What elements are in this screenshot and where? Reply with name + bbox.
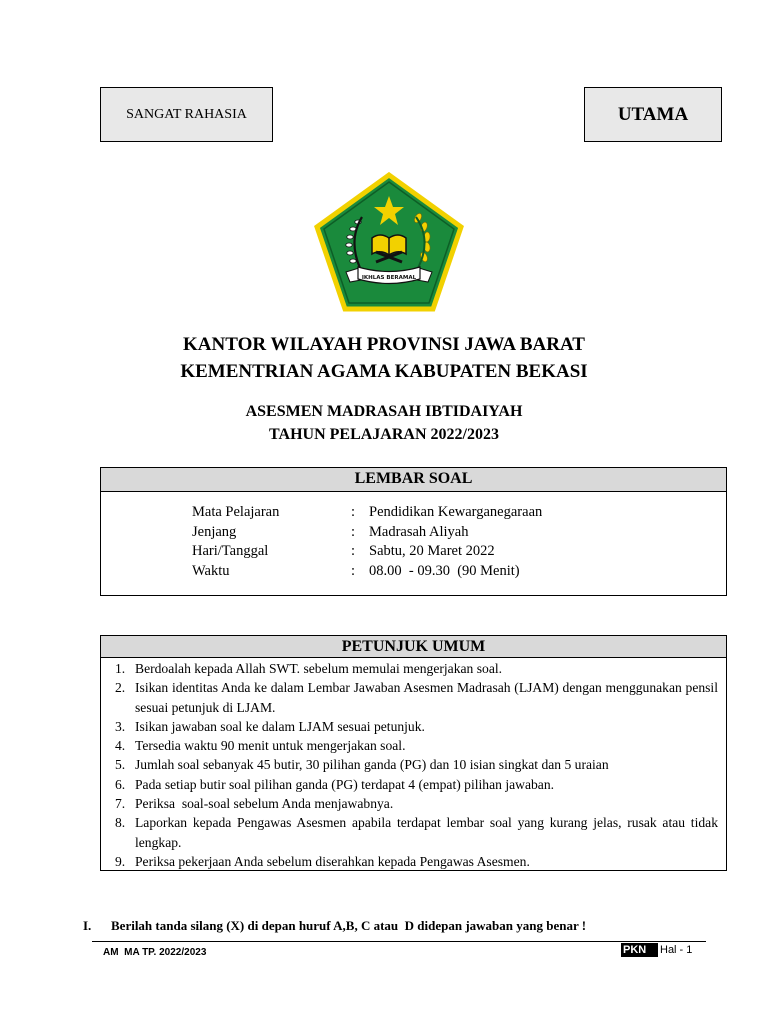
ribbon-text: IKHLAS BERAMAL [361, 275, 417, 281]
confidential-label: SANGAT RAHASIA [126, 106, 247, 122]
info-colon: : [351, 523, 356, 540]
list-item [101, 755, 718, 774]
item-number: 6. [115, 776, 126, 792]
section-number: I. [83, 918, 92, 933]
item-text: Periksa pekerjaan Anda sebelum diserahkan kepada Pengawas Asesmen. [135, 853, 530, 869]
lembar-soal-heading: LEMBAR SOAL [101, 468, 726, 492]
section-instruction-text: Berilah tanda silang (X) di depan huruf A,B, C atau D didepan jawaban yang benar ! [111, 918, 587, 933]
item-text: Periksa soal-soal sebelum Anda menjawabnya. [135, 796, 394, 812]
item-text: Laporkan kepada Pengawas Asesmen apabila terdapat lembar soal yang kurang jelas, rusak atau tidak lengkap. [135, 815, 718, 850]
exam-title: ASESMEN MADRASAH IBTIDAIYAH [245, 403, 523, 420]
info-value: Madrasah Aliyah [369, 523, 469, 540]
item-text: Isikan identitas Anda ke dalam Lembar Jawaban Asesmen Madrasah (LJAM) dengan menggunakan pensil sesuai petunjuk di LJAM. [135, 680, 718, 715]
list-item [101, 813, 718, 852]
info-value: Pendidikan Kewarganegaraan [369, 504, 543, 520]
version-label: UTAMA [617, 103, 689, 125]
info-label: Hari/Tanggal [192, 543, 269, 559]
ministry-title: KEMENTRIAN AGAMA KABUPATEN BEKASI [180, 361, 588, 382]
kemenag-logo-emblem [314, 172, 464, 312]
info-value: Sabtu, 20 Maret 2022 [369, 543, 495, 559]
info-value: 08.00 - 09.30 (90 Menit) [369, 562, 520, 579]
item-number: 4. [115, 738, 126, 754]
list-item [101, 659, 718, 678]
petunjuk-umum-box [100, 635, 727, 871]
info-row-time [192, 563, 520, 580]
item-number: 5. [115, 757, 126, 773]
list-item [101, 852, 718, 871]
petunjuk-list [101, 658, 726, 871]
footer-divider [92, 941, 706, 942]
info-colon: : [351, 562, 356, 579]
list-item [101, 794, 718, 813]
confidential-label-box [100, 87, 273, 142]
info-row-date [192, 543, 495, 560]
item-number: 8. [115, 815, 126, 831]
item-number: 1. [115, 661, 126, 676]
petunjuk-heading: PETUNJUK UMUM [101, 636, 726, 658]
academic-year: TAHUN PELAJARAN 2022/2023 [269, 426, 499, 443]
item-number: 9. [115, 853, 126, 869]
info-row-level [192, 524, 468, 541]
info-colon: : [351, 543, 356, 559]
list-item [101, 717, 718, 736]
office-title: KANTOR WILAYAH PROVINSI JAWA BARAT [183, 334, 585, 355]
item-text: Berdoalah kepada Allah SWT. sebelum memulai mengerjakan soal. [135, 661, 503, 676]
footer-exam-label: AM MA TP. 2022/2023 [103, 947, 207, 958]
item-text: Jumlah soal sebanyak 45 butir, 30 pilihan ganda (PG) dan 10 isian singkat dan 5 uraian [135, 757, 609, 773]
footer-page-number: Hal - 1 [660, 944, 693, 956]
section-instruction [83, 918, 586, 934]
item-text: Pada setiap butir soal pilihan ganda (PG) terdapat 4 (empat) pilihan jawaban. [135, 776, 555, 792]
list-item [101, 775, 718, 794]
item-text: Isikan jawaban soal ke dalam LJAM sesuai petunjuk. [135, 718, 425, 734]
info-row-subject [192, 504, 542, 521]
item-number: 3. [115, 718, 126, 734]
info-colon: : [351, 504, 356, 520]
version-label-box [584, 87, 722, 142]
item-text: Tersedia waktu 90 menit untuk mengerjakan soal. [135, 738, 406, 754]
lembar-soal-box [100, 467, 727, 596]
list-item [101, 678, 718, 717]
info-label: Jenjang [192, 523, 237, 540]
info-label: Waktu [192, 562, 230, 579]
item-number: 2. [115, 680, 126, 696]
footer-subject-badge: PKN [621, 943, 658, 957]
list-item [101, 736, 718, 755]
info-label: Mata Pelajaran [192, 504, 280, 520]
item-number: 7. [115, 796, 126, 812]
